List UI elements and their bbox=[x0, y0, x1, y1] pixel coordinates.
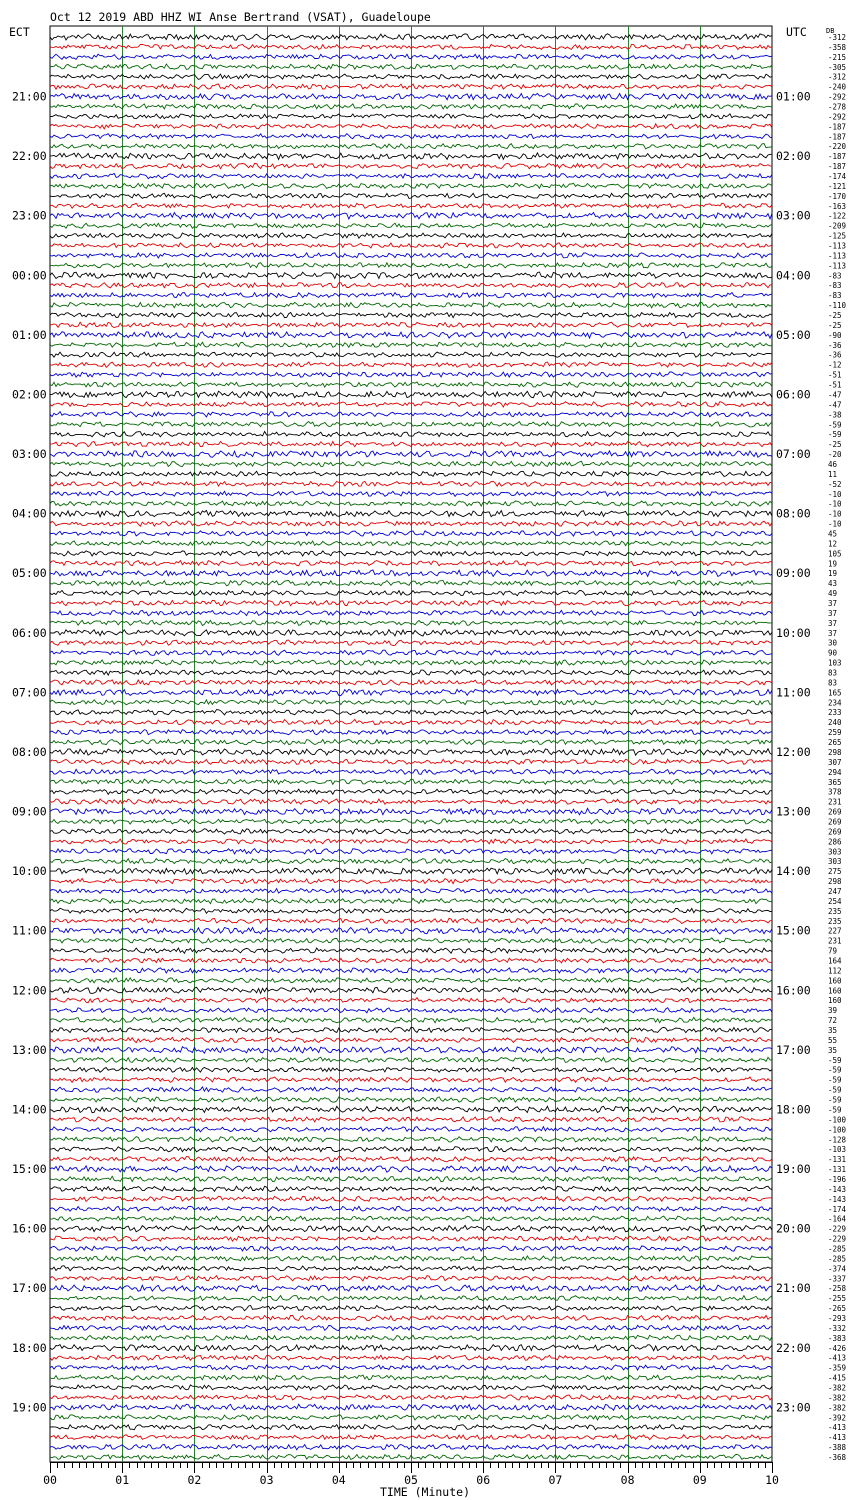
trace-offset-label: 79 bbox=[828, 946, 838, 956]
trace-offset-label: -359 bbox=[828, 1363, 847, 1373]
right-timezone-label: UTC bbox=[786, 25, 807, 39]
trace-offset-label: -10 bbox=[828, 489, 842, 499]
right-hour-label: 16:00 bbox=[776, 983, 811, 998]
trace-offset-label: -10 bbox=[828, 509, 842, 519]
x-tick-label: 10 bbox=[765, 1473, 779, 1487]
trace-offset-label: -47 bbox=[828, 400, 842, 410]
left-hour-label: 00:00 bbox=[12, 268, 47, 283]
trace-offset-label: -170 bbox=[828, 191, 847, 201]
trace-offset-label: 259 bbox=[828, 728, 842, 738]
trace-offset-label: -187 bbox=[828, 132, 847, 142]
trace-offset-label: 235 bbox=[828, 906, 842, 916]
trace-offset-label: -51 bbox=[828, 380, 842, 390]
left-hour-label: 21:00 bbox=[12, 89, 47, 104]
right-hour-label: 05:00 bbox=[776, 327, 811, 342]
trace-offset-label: -131 bbox=[828, 1155, 847, 1165]
x-tick-label: 00 bbox=[43, 1473, 57, 1487]
trace-offset-label: -312 bbox=[828, 33, 847, 42]
trace-offset-label: -59 bbox=[828, 1105, 842, 1115]
trace-offset-label: -265 bbox=[828, 1304, 847, 1314]
trace-offset-label: -10 bbox=[828, 519, 842, 529]
trace-offset-label: -426 bbox=[828, 1343, 847, 1353]
right-hour-label: 04:00 bbox=[776, 268, 811, 283]
right-hour-label: 19:00 bbox=[776, 1162, 811, 1176]
right-hour-label: 20:00 bbox=[776, 1221, 811, 1236]
left-hour-label: 15:00 bbox=[12, 1162, 47, 1176]
trace-offset-label: 46 bbox=[828, 460, 838, 469]
right-hour-label: 13:00 bbox=[776, 804, 811, 819]
trace-offset-label: -312 bbox=[828, 72, 847, 82]
x-tick-label: 08 bbox=[620, 1473, 635, 1487]
trace-offset-label: -305 bbox=[828, 62, 847, 72]
trace-offset-label: 45 bbox=[828, 529, 838, 539]
trace-offset-label: 294 bbox=[828, 767, 842, 777]
trace-offset-label: 112 bbox=[828, 966, 842, 976]
trace-offset-label: -100 bbox=[828, 1115, 847, 1125]
trace-offset-label: 49 bbox=[828, 589, 838, 599]
x-tick-label: 04 bbox=[331, 1473, 346, 1487]
trace-offset-label: -47 bbox=[828, 390, 842, 400]
right-hour-label: 17:00 bbox=[776, 1042, 811, 1057]
trace-offset-label: -229 bbox=[828, 1234, 847, 1244]
trace-offset-label: -125 bbox=[828, 231, 847, 241]
trace-offset-label: -358 bbox=[828, 42, 847, 52]
x-tick-label: 03 bbox=[259, 1473, 274, 1487]
trace-offset-label: 303 bbox=[828, 847, 842, 857]
left-hour-label: 04:00 bbox=[12, 506, 47, 521]
right-hour-label: 12:00 bbox=[776, 745, 811, 759]
trace-offset-label: -255 bbox=[828, 1294, 847, 1304]
right-hour-label: 10:00 bbox=[776, 625, 811, 640]
left-hour-label: 05:00 bbox=[12, 566, 47, 581]
trace-offset-label: 303 bbox=[828, 857, 842, 867]
trace-offset-label: 103 bbox=[828, 658, 842, 668]
left-hour-label: 18:00 bbox=[12, 1340, 47, 1355]
trace-offset-label: -59 bbox=[828, 1075, 842, 1085]
trace-offset-label: 240 bbox=[828, 718, 842, 728]
trace-offset-label: 37 bbox=[828, 608, 838, 618]
trace-offset-label: -122 bbox=[828, 211, 847, 221]
trace-offset-label: -113 bbox=[828, 251, 847, 261]
trace-offset-label: -113 bbox=[828, 241, 847, 251]
trace-start-offset-label: DB bbox=[826, 27, 835, 35]
left-hour-label: 03:00 bbox=[12, 447, 47, 461]
x-tick-label: 07 bbox=[548, 1473, 563, 1487]
trace-offset-label: 72 bbox=[828, 1016, 838, 1026]
trace-offset-label: -240 bbox=[828, 82, 847, 92]
left-hour-label: 14:00 bbox=[12, 1102, 47, 1117]
trace-offset-label: 307 bbox=[828, 757, 842, 767]
trace-offset-label: -415 bbox=[828, 1373, 847, 1383]
trace-offset-label: 160 bbox=[828, 986, 842, 996]
trace-offset-label: -36 bbox=[828, 350, 842, 360]
trace-offset-label: -59 bbox=[828, 430, 842, 440]
trace-offset-label: 265 bbox=[828, 738, 842, 747]
left-timezone-label: ECT bbox=[9, 25, 30, 39]
trace-offset-label: 11 bbox=[828, 469, 838, 479]
trace-offset-label: -38 bbox=[828, 410, 842, 420]
trace-offset-label: -368 bbox=[828, 1453, 847, 1462]
trace-offset-label: 235 bbox=[828, 916, 842, 926]
trace-offset-label: -383 bbox=[828, 1333, 847, 1343]
trace-offset-label: 269 bbox=[828, 807, 842, 817]
trace-offset-label: -83 bbox=[828, 271, 842, 281]
right-hour-label: 21:00 bbox=[776, 1281, 811, 1296]
trace-offset-label: -174 bbox=[828, 1204, 847, 1214]
trace-offset-label: -83 bbox=[828, 281, 842, 291]
trace-offset-label: -382 bbox=[828, 1403, 847, 1413]
trace-offset-label: 234 bbox=[828, 698, 842, 708]
trace-offset-label: -36 bbox=[828, 340, 842, 350]
trace-offset-label: -59 bbox=[828, 1065, 842, 1075]
trace-offset-label: 35 bbox=[828, 1045, 838, 1055]
trace-offset-label: 83 bbox=[828, 668, 838, 678]
right-hour-label: 14:00 bbox=[776, 864, 811, 879]
trace-offset-label: -113 bbox=[828, 261, 847, 271]
left-hour-label: 23:00 bbox=[12, 208, 47, 223]
right-hour-label: 15:00 bbox=[776, 923, 811, 938]
trace-offset-label: 37 bbox=[828, 599, 838, 608]
trace-offset-label: -59 bbox=[828, 1055, 842, 1065]
x-tick-label: 01 bbox=[115, 1473, 130, 1487]
trace-offset-label: 227 bbox=[828, 926, 842, 936]
trace-offset-label: -174 bbox=[828, 172, 847, 181]
trace-offset-label: -59 bbox=[828, 420, 842, 430]
trace-offset-label: 233 bbox=[828, 708, 842, 718]
trace-offset-label: -215 bbox=[828, 52, 847, 62]
chart-title: Oct 12 2019 ABD HHZ WI Anse Bertrand (VSAT), Guadeloupe bbox=[50, 10, 431, 24]
trace-offset-label: -285 bbox=[828, 1244, 847, 1254]
left-hour-label: 10:00 bbox=[12, 864, 47, 879]
trace-offset-label: -20 bbox=[828, 450, 842, 459]
trace-offset-label: 298 bbox=[828, 877, 842, 887]
trace-offset-label: 90 bbox=[828, 648, 838, 658]
x-tick-label: 09 bbox=[692, 1473, 707, 1487]
left-hour-label: 12:00 bbox=[12, 983, 47, 998]
left-hour-label: 13:00 bbox=[12, 1042, 47, 1057]
right-hour-label: 23:00 bbox=[776, 1400, 811, 1415]
x-tick-label: 06 bbox=[476, 1473, 491, 1487]
trace-offset-label: -374 bbox=[828, 1264, 847, 1274]
trace-offset-label: 269 bbox=[828, 817, 842, 827]
x-tick-label: 05 bbox=[404, 1473, 418, 1487]
trace-offset-label: -337 bbox=[828, 1274, 847, 1284]
trace-offset-label: 365 bbox=[828, 777, 842, 787]
trace-offset-label: -258 bbox=[828, 1284, 847, 1294]
trace-offset-label: -196 bbox=[828, 1175, 847, 1184]
trace-offset-label: 43 bbox=[828, 579, 838, 589]
x-tick-label: 02 bbox=[187, 1473, 202, 1487]
left-hour-label: 09:00 bbox=[12, 804, 47, 819]
trace-offset-label: 164 bbox=[828, 956, 842, 966]
trace-offset-label: 247 bbox=[828, 887, 842, 896]
trace-offset-label: -413 bbox=[828, 1353, 847, 1363]
trace-offset-label: -209 bbox=[828, 221, 847, 231]
trace-offset-label: 160 bbox=[828, 996, 842, 1006]
trace-offset-label: -143 bbox=[828, 1184, 847, 1194]
trace-offset-label: 30 bbox=[828, 638, 838, 648]
trace-offset-label: -278 bbox=[828, 102, 847, 112]
trace-offset-label: 378 bbox=[828, 787, 842, 797]
left-hour-label: 08:00 bbox=[12, 745, 47, 759]
trace-offset-label: 275 bbox=[828, 867, 842, 877]
right-hour-label: 18:00 bbox=[776, 1102, 811, 1117]
trace-offset-label: -121 bbox=[828, 181, 847, 191]
trace-offset-label: -187 bbox=[828, 162, 847, 172]
trace-offset-label: -25 bbox=[828, 311, 842, 320]
trace-offset-label: -187 bbox=[828, 122, 847, 132]
right-hour-label: 08:00 bbox=[776, 506, 811, 521]
right-hour-label: 09:00 bbox=[776, 566, 811, 581]
trace-offset-label: -292 bbox=[828, 92, 847, 102]
trace-offset-label: 298 bbox=[828, 748, 842, 757]
trace-offset-label: -51 bbox=[828, 370, 842, 380]
trace-offset-label: -131 bbox=[828, 1165, 847, 1174]
left-hour-label: 01:00 bbox=[12, 327, 47, 342]
trace-offset-label: -413 bbox=[828, 1433, 847, 1443]
trace-offset-label: -52 bbox=[828, 479, 842, 489]
trace-offset-label: -382 bbox=[828, 1383, 847, 1393]
trace-offset-label: -100 bbox=[828, 1125, 847, 1135]
left-hour-label: 02:00 bbox=[12, 387, 47, 402]
trace-offset-label: -10 bbox=[828, 499, 842, 509]
trace-offset-label: -12 bbox=[828, 360, 842, 370]
left-hour-label: 07:00 bbox=[12, 685, 47, 700]
trace-offset-label: 12 bbox=[828, 539, 838, 549]
trace-offset-label: 231 bbox=[828, 936, 842, 946]
trace-offset-label: 83 bbox=[828, 678, 838, 688]
left-hour-label: 17:00 bbox=[12, 1281, 47, 1296]
trace-offset-label: 37 bbox=[828, 628, 838, 638]
trace-offset-label: -25 bbox=[828, 440, 842, 450]
trace-offset-label: -332 bbox=[828, 1323, 847, 1333]
trace-offset-label: -90 bbox=[828, 330, 842, 340]
x-axis-label: TIME (Minute) bbox=[379, 1485, 471, 1499]
right-hour-label: 07:00 bbox=[776, 447, 811, 461]
trace-offset-label: -293 bbox=[828, 1314, 847, 1323]
trace-offset-label: 35 bbox=[828, 1026, 838, 1035]
trace-offset-label: -59 bbox=[828, 1085, 842, 1095]
time-axis bbox=[43, 1462, 779, 1487]
right-hour-label: 03:00 bbox=[776, 208, 811, 223]
right-hour-label: 06:00 bbox=[776, 387, 811, 402]
trace-offset-label: -25 bbox=[828, 321, 842, 330]
trace-offset-label: -292 bbox=[828, 112, 847, 122]
trace-offset-label: 286 bbox=[828, 837, 842, 847]
left-hour-label: 06:00 bbox=[12, 625, 47, 640]
trace-offset-label: 254 bbox=[828, 896, 842, 906]
trace-offset-label: 160 bbox=[828, 976, 842, 986]
trace-offset-label: -392 bbox=[828, 1413, 847, 1423]
trace-offset-label: -285 bbox=[828, 1254, 847, 1264]
trace-offset-label: 37 bbox=[828, 618, 838, 628]
trace-offset-label: -83 bbox=[828, 291, 842, 301]
trace-offset-label: -187 bbox=[828, 152, 847, 162]
trace-offset-label: -59 bbox=[828, 1095, 842, 1105]
left-hour-label: 16:00 bbox=[12, 1221, 47, 1236]
left-hour-label: 22:00 bbox=[12, 149, 47, 164]
trace-offset-label: 19 bbox=[828, 569, 838, 579]
trace-offset-label: -382 bbox=[828, 1393, 847, 1403]
right-hour-label: 02:00 bbox=[776, 149, 811, 164]
trace-offset-label: -128 bbox=[828, 1135, 847, 1145]
trace-offset-label: 19 bbox=[828, 559, 838, 569]
trace-offset-label: -413 bbox=[828, 1423, 847, 1433]
trace-offset-label: -143 bbox=[828, 1194, 847, 1204]
trace-offset-label: 105 bbox=[828, 549, 842, 559]
left-hour-label: 19:00 bbox=[12, 1400, 47, 1415]
trace-offset-label: 231 bbox=[828, 797, 842, 807]
right-hour-label: 11:00 bbox=[776, 685, 811, 700]
trace-offset-label: 269 bbox=[828, 827, 842, 837]
trace-offset-label: -388 bbox=[828, 1443, 847, 1453]
left-hour-label: 11:00 bbox=[12, 923, 47, 938]
trace-offset-label: 165 bbox=[828, 688, 842, 698]
trace-offset-label: -229 bbox=[828, 1224, 847, 1234]
trace-offset-label: -164 bbox=[828, 1214, 847, 1224]
trace-offset-label: -220 bbox=[828, 142, 847, 152]
trace-offset-label: 55 bbox=[828, 1036, 838, 1045]
trace-offset-label: -163 bbox=[828, 201, 847, 211]
right-hour-label: 22:00 bbox=[776, 1340, 811, 1355]
trace-offset-label: -110 bbox=[828, 301, 847, 311]
trace-offset-label: 39 bbox=[828, 1006, 838, 1016]
right-hour-label: 01:00 bbox=[776, 89, 811, 104]
trace-offset-label: -103 bbox=[828, 1145, 847, 1155]
